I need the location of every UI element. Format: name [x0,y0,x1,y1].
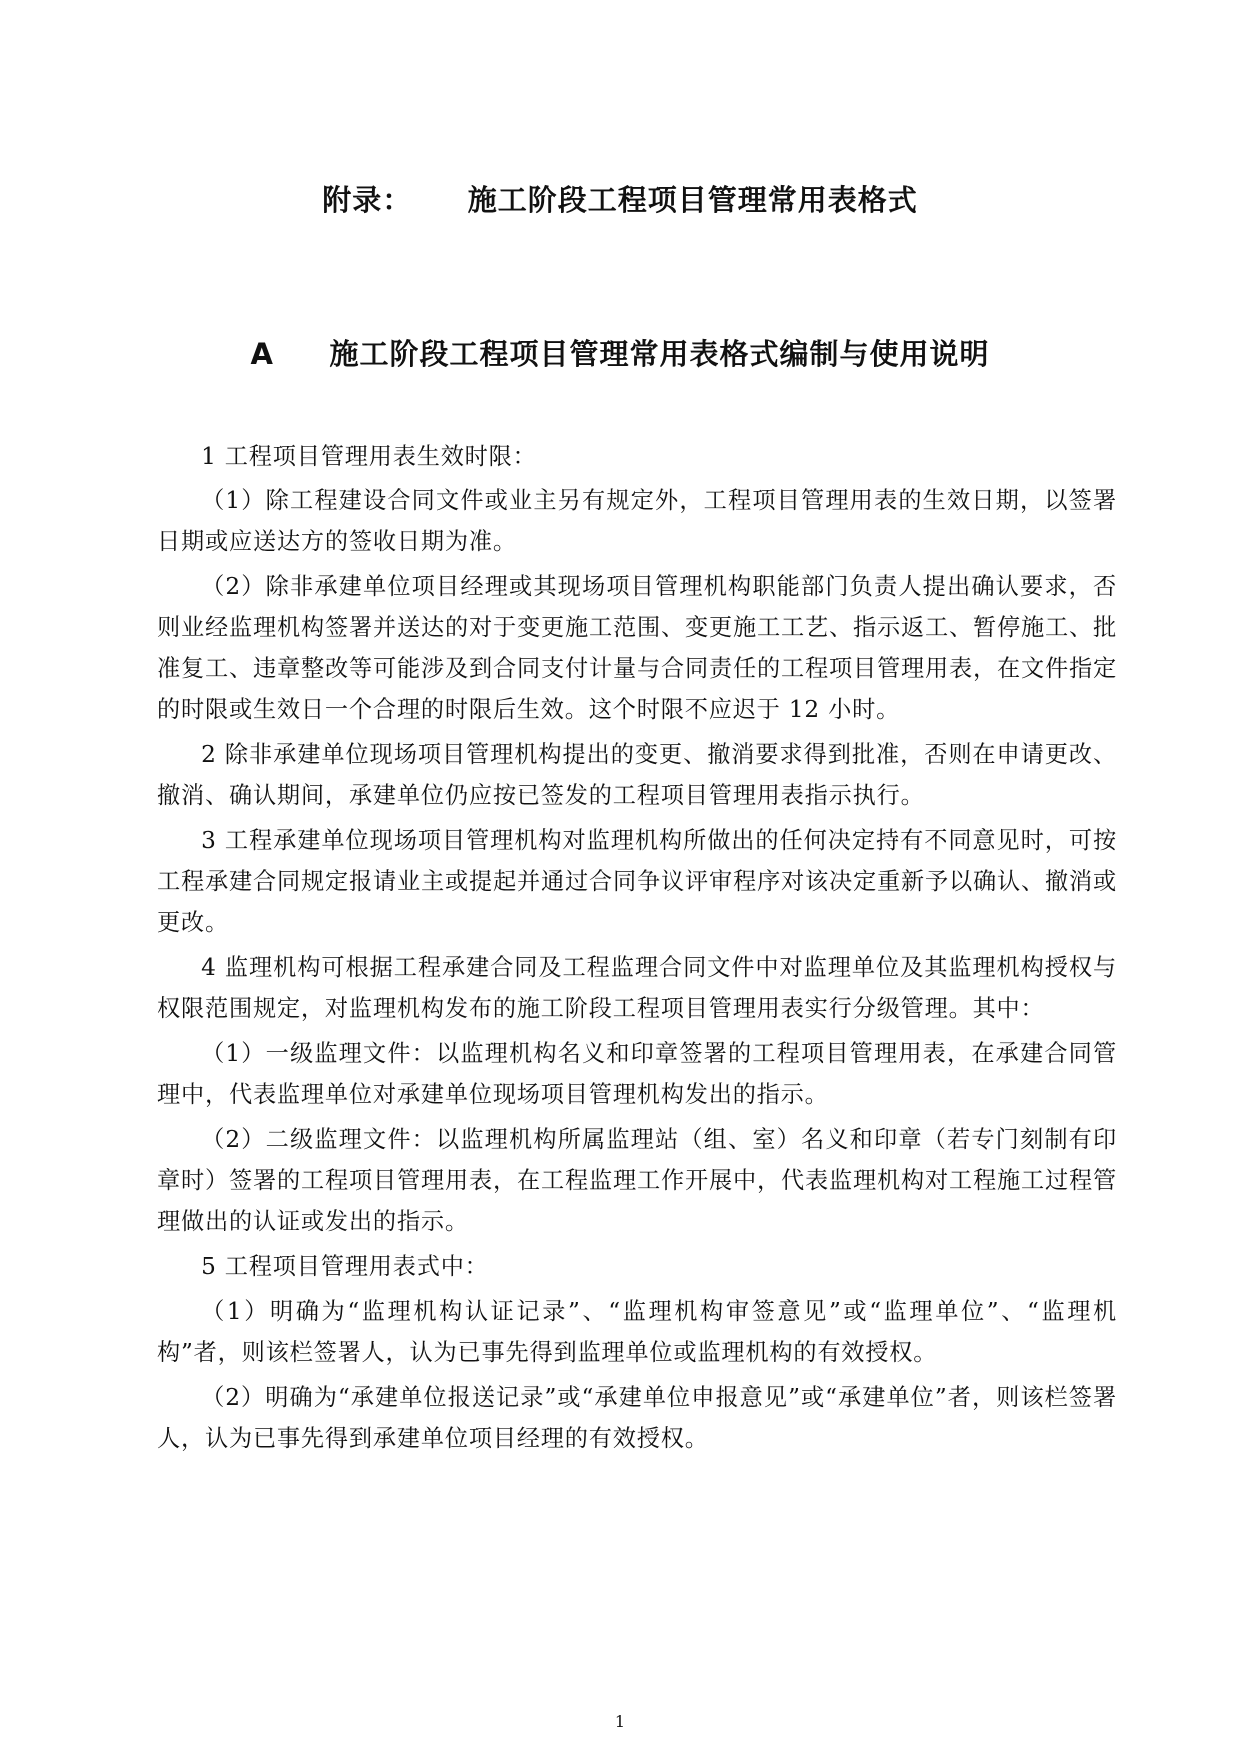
paragraph-1: 1 工程项目管理用表生效时限： [201,443,537,470]
paragraph-3: 3 工程承建单位现场项目管理机构对监理机构所做出的任何决定持有不同意见时，可按工程承建合同规定报请业主或提起并通过合同争议评审程序对该决定重新予以确认、撤消或更改。 [157,827,1117,936]
paragraph-1-1: （1）除工程建设合同文件或业主另有规定外，工程项目管理用表的生效日期，以签署日期或应送达方的签收日期为准。 [157,487,1117,555]
page-title: 附录： 施工阶段工程项目管理常用表格式 [322,183,918,217]
page-number: 1 [614,1712,626,1731]
paragraph-4: 4 监理机构可根据工程承建合同及工程监理合同文件中对监理单位及其监理机构授权与权限范围规定，对监理机构发布的施工阶段工程项目管理用表实行分级管理。其中： [157,954,1117,1022]
paragraph-4-1: （1）一级监理文件：以监理机构名义和印章签署的工程项目管理用表，在承建合同管理中，代表监理单位对承建单位现场项目管理机构发出的指示。 [157,1040,1117,1108]
paragraph-4-2: （2）二级监理文件：以监理机构所属监理站（组、室）名义和印章（若专门刻制有印章时）签署的工程项目管理用表，在工程监理工作开展中，代表监理机构对工程施工过程管理做出的认证或发出的指示。 [157,1126,1117,1235]
paragraph-5-1: （1）明确为“监理机构认证记录”、“监理机构审签意见”或“监理单位”、“监理机构”者，则该栏签署人，认为已事先得到监理单位或监理机构的有效授权。 [157,1298,1117,1366]
body-text [157,436,1117,1463]
section-title: A 施工阶段工程项目管理常用表格式编制与使用说明 [250,337,990,371]
paragraph-5-2: （2）明确为“承建单位报送记录”或“承建单位申报意见”或“承建单位”者，则该栏签署人，认为已事先得到承建单位项目经理的有效授权。 [157,1384,1117,1452]
paragraph-1-2: （2）除非承建单位项目经理或其现场项目管理机构职能部门负责人提出确认要求，否则业经监理机构签署并送达的对于变更施工范围、变更施工工艺、指示返工、暂停施工、批准复工、违章整改等可能涉及到合同支付计量与合同责任的工程项目管理用表，在文件指定的时限或生效日一个合理的时限后生效。这个时限不应迟于 12 小时。 [157,573,1117,723]
paragraph-2: 2 除非承建单位现场项目管理机构提出的变更、撤消要求得到批准，否则在申请更改、撤消、确认期间，承建单位仍应按已签发的工程项目管理用表指示执行。 [157,741,1117,809]
paragraph-5: 5 工程项目管理用表式中： [201,1253,489,1280]
